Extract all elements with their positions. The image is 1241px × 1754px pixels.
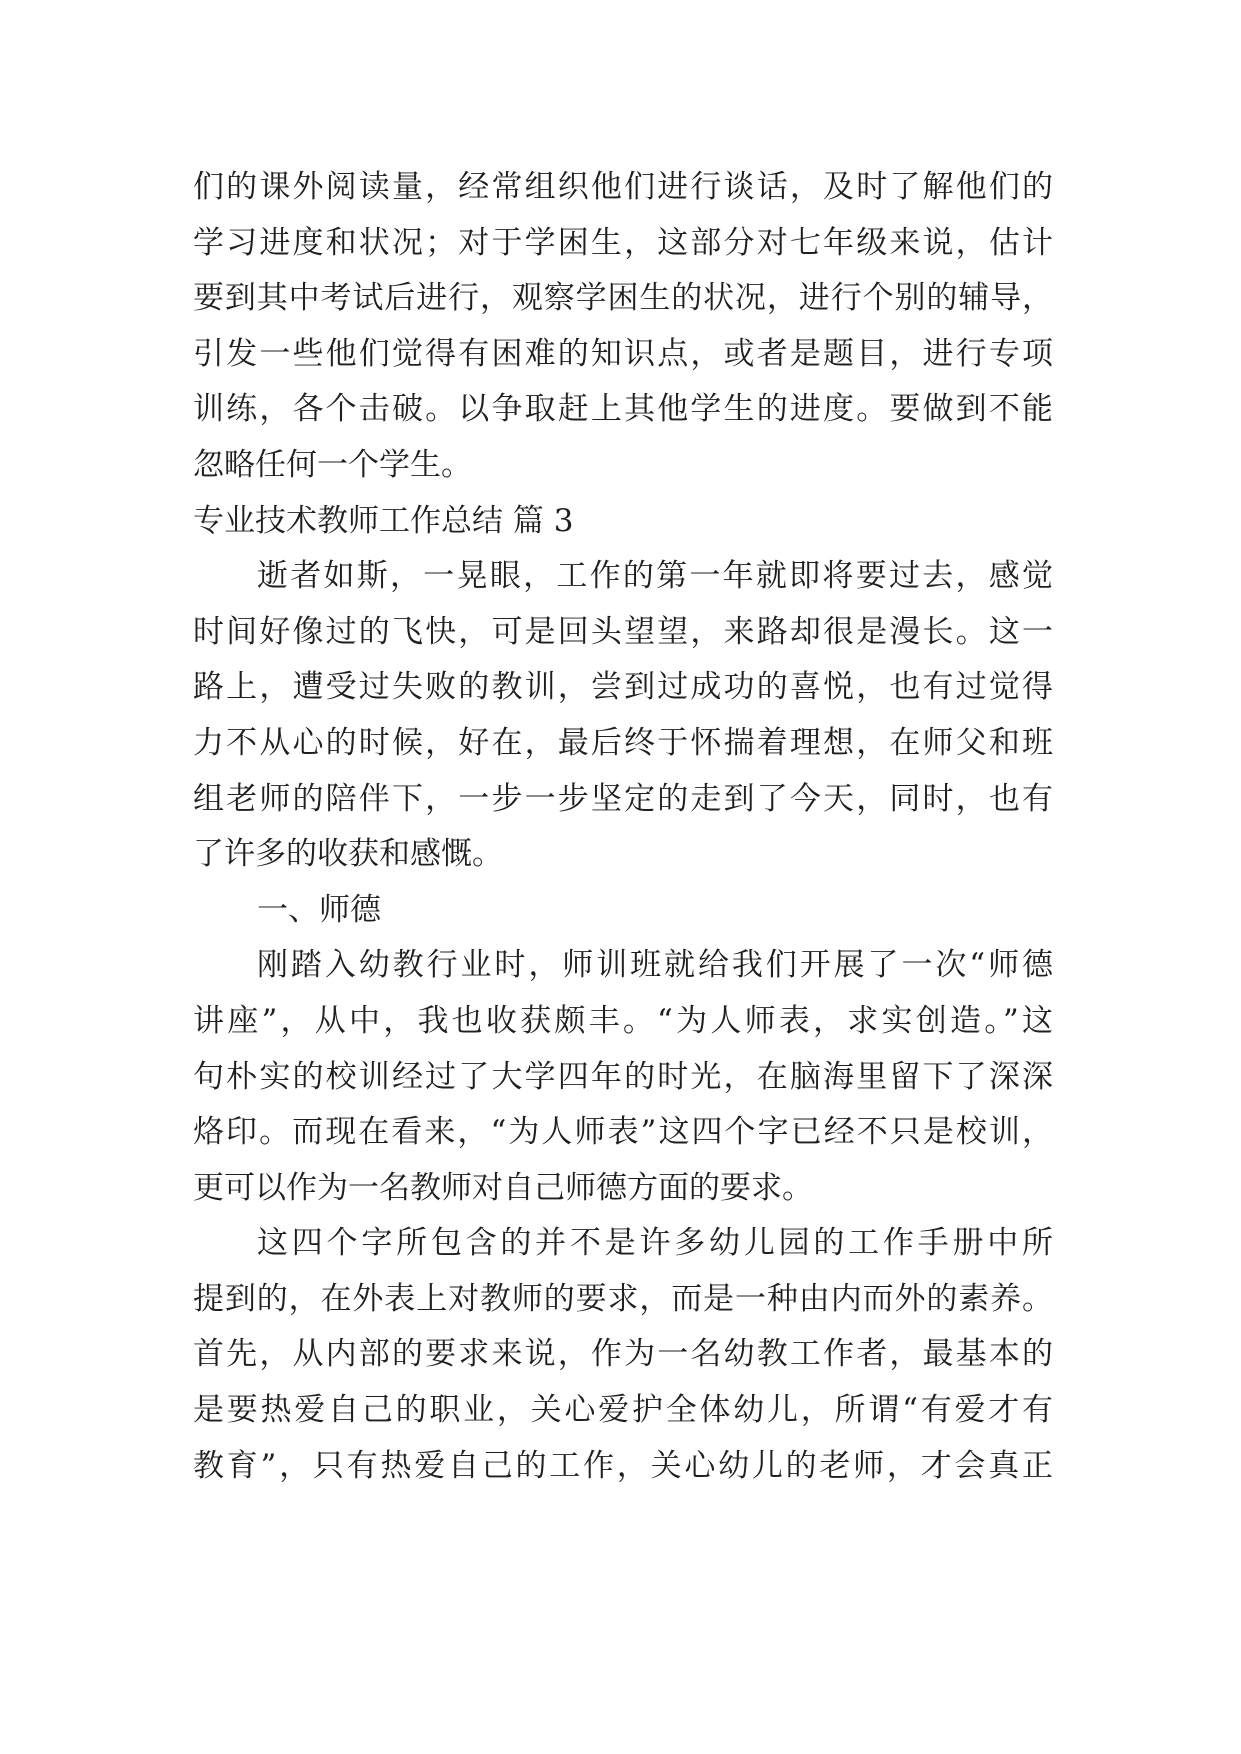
document-body (193, 160, 1053, 1494)
text-line: 这四个字所包含的并不是许多幼儿园的工作手册中所 (257, 1225, 1053, 1262)
text-line: 了许多的收获和感慨。 (193, 836, 503, 873)
text-line: 忽略任何一个学生。 (193, 446, 472, 483)
subsection-title: 一、师德 (257, 891, 381, 928)
text-line: 要到其中考试后进行，观察学困生的状况，进行个别的辅导， (193, 280, 1053, 317)
text-line: 路上，遭受过失败的教训，尝到过成功的喜悦，也有过觉得 (193, 669, 1053, 706)
text-line: 训练，各个击破。以争取赶上其他学生的进度。要做到不能 (193, 391, 1053, 428)
text-line: 时间好像过的飞快，可是回头望望，来路却很是漫长。这一 (193, 613, 1053, 650)
text-line: 组老师的陪伴下，一步一步坚定的走到了今天，同时，也有 (193, 780, 1053, 817)
text-line: 教育”，只有热爱自己的工作，关心幼儿的老师，才会真正 (193, 1447, 1053, 1484)
text-line: 引发一些他们觉得有困难的知识点，或者是题目，进行专项 (193, 335, 1053, 372)
text-line: 学习进度和状况；对于学困生，这部分对七年级来说，估计 (193, 224, 1053, 261)
section-title: 专业技术教师工作总结 篇 3 (193, 502, 574, 539)
text-line: 刚踏入幼教行业时，师训班就给我们开展了一次“师德 (257, 947, 1053, 984)
text-line: 更可以作为一名教师对自己师德方面的要求。 (193, 1169, 813, 1206)
text-line: 力不从心的时候，好在，最后终于怀揣着理想，在师父和班 (193, 724, 1053, 761)
text-line: 逝者如斯，一晃眼，工作的第一年就即将要过去，感觉 (257, 558, 1053, 595)
text-line: 提到的，在外表上对教师的要求，而是一种由内而外的素养。 (193, 1280, 1053, 1317)
text-line: 是要热爱自己的职业，关心爱护全体幼儿，所谓“有爱才有 (193, 1392, 1053, 1429)
text-line: 烙印。而现在看来，“为人师表”这四个字已经不只是校训， (193, 1114, 1053, 1151)
text-line: 句朴实的校训经过了大学四年的时光，在脑海里留下了深深 (193, 1058, 1053, 1095)
text-line: 首先，从内部的要求来说，作为一名幼教工作者，最基本的 (193, 1336, 1053, 1373)
text-line: 讲座”，从中，我也收获颇丰。“为人师表，求实创造。”这 (193, 1002, 1053, 1039)
text-line: 们的课外阅读量，经常组织他们进行谈话，及时了解他们的 (193, 169, 1053, 205)
